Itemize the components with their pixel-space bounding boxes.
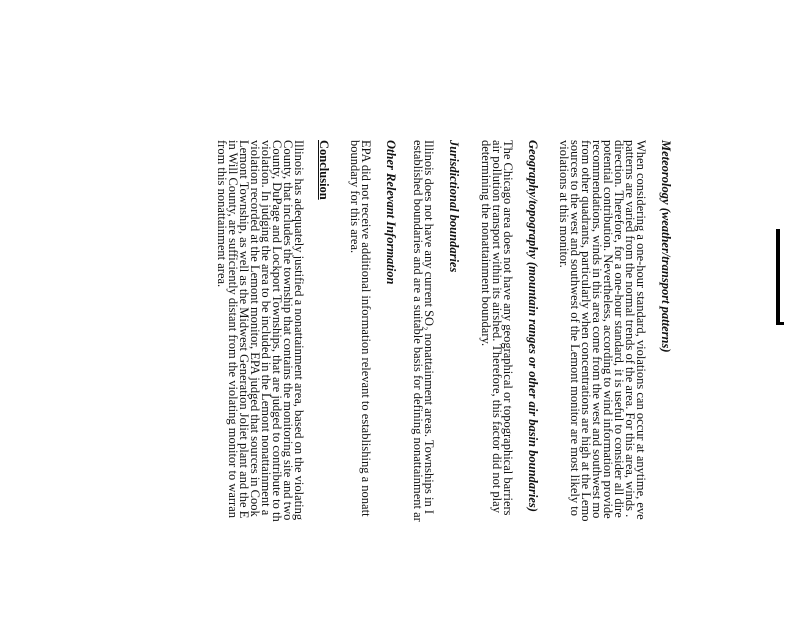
margin-scan-mark [776, 229, 780, 325]
text-line: direction. Therefore, for a one-hour standard, it is useful to consider all dire [611, 140, 626, 518]
paragraph-other-info [348, 140, 374, 618]
text-line: boundary for this area. [348, 140, 363, 254]
text-line: from other quadrants, particularly when concentrations are high at the Lemo [578, 140, 593, 522]
text-line: The Chicago area does not have any geographical or topographical barriers [500, 140, 515, 516]
text-line: air pollution transport within its airshed. Therefore, this factor did not play [489, 140, 504, 513]
section-heading-geography: Geography/topography (mountain ranges or other air basin boundaries) [525, 140, 540, 512]
paragraph-jurisdictional [411, 140, 437, 618]
text-line: potential contribution. Nevertheless, according to wind information provide [600, 140, 615, 519]
text-line: from this nonattainment area. [214, 140, 229, 288]
text-line: established boundaries and are a suitable basis for defining nonattainment ar [411, 140, 426, 522]
text-line: County, DuPage and Lockport Townships, that are judged to contribute to th [270, 140, 285, 522]
text-line: EPA did not receive additional information relevant to establishing a nonatt [359, 140, 374, 517]
section-heading-other-info: Other Relevant Information [384, 140, 399, 285]
section-heading-jurisdictional: Jurisdictional boundaries [447, 140, 462, 273]
text-line: recommendations, winds in this area come from the west and southwest mo [589, 140, 604, 519]
text-line: violation recorded at the Lemont monitor, EPA judged that sources in Cook [248, 140, 263, 517]
text-line: violation. In judging the area to be included in the Lemont nonattainment a [259, 140, 274, 516]
text-line: Illinois has adequately justified a nonattainment area, based on the violating [292, 140, 307, 521]
text-line: When considering a one-hour standard, violations can occur at anytime, eve [634, 140, 648, 520]
paragraph-geography [478, 140, 515, 618]
section-heading-conclusion: Conclusion [317, 140, 332, 200]
paragraph-meteorology [558, 140, 646, 618]
margin-scan-tick [778, 322, 784, 325]
text-line: Illinois does not have any current SO₂ nonattainment areas. Townships in I [422, 140, 437, 515]
text-line: County, that includes the township that contains the monitoring site and two [281, 140, 296, 521]
text-line: patterns are varied from the normal trends of the area. For this area, winds . [622, 140, 637, 518]
text-line: violations at this monitor. [556, 140, 571, 268]
text-line: in Will County, are sufficiently distant from the violating monitor to warran [226, 140, 241, 519]
rotated-document-body [197, 140, 672, 618]
text-line: sources to the west and southwest of the Lemont monitor are most likely to [567, 140, 582, 516]
text-line: Lemont Township, as well as the Midwest Generation Joliet plant and the E [237, 140, 252, 519]
section-heading-meteorology: Meteorology (weather/transport patterns) [659, 140, 673, 353]
paragraph-conclusion [214, 140, 307, 618]
text-line: determining the nonattainment boundary. [478, 140, 493, 347]
